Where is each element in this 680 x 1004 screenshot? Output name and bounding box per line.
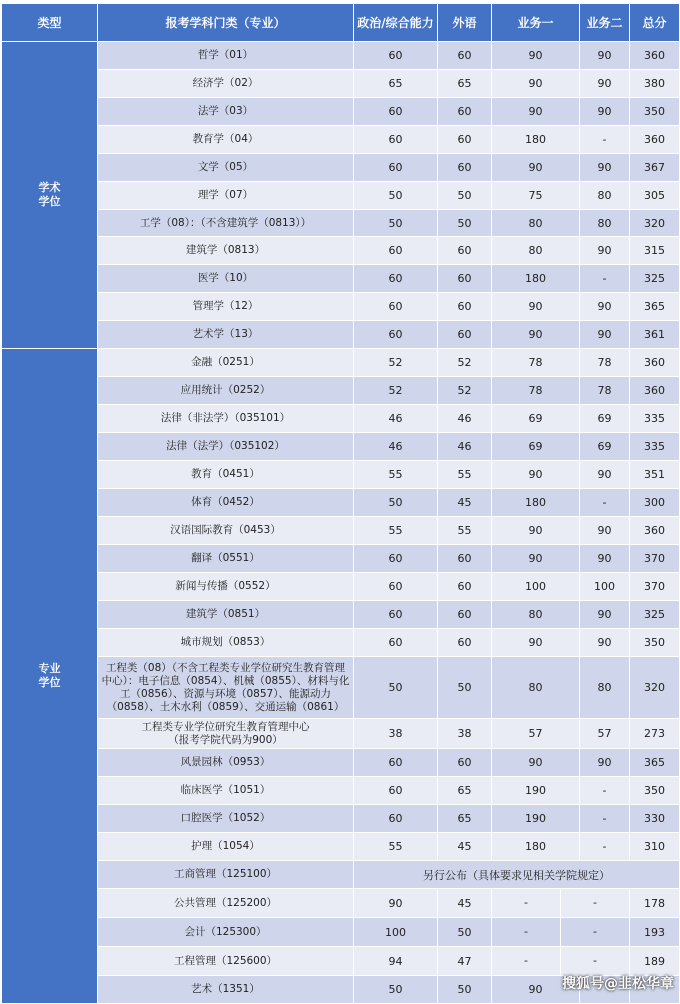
subject-cell: 教育（0451） bbox=[98, 461, 354, 489]
politics-score-cell: 50 bbox=[354, 657, 438, 719]
politics-score-cell: 50 bbox=[354, 210, 438, 237]
business-1-score-cell: 90 bbox=[492, 321, 580, 349]
header-business-2: 业务二 bbox=[580, 4, 630, 42]
foreign-score-cell: 45 bbox=[438, 889, 492, 918]
politics-score-cell: 50 bbox=[354, 182, 438, 210]
politics-score-cell: 100 bbox=[354, 918, 438, 947]
foreign-score-cell: 60 bbox=[438, 237, 492, 265]
table-row bbox=[2, 545, 680, 573]
politics-score-cell: 60 bbox=[354, 265, 438, 293]
table-row bbox=[2, 70, 680, 98]
category-professional: 专业 学位 bbox=[2, 349, 98, 1004]
foreign-score-cell: 50 bbox=[438, 182, 492, 210]
business-2-score-cell: - bbox=[580, 777, 630, 805]
total-score-cell: 360 bbox=[630, 126, 680, 154]
business-split-cell bbox=[492, 947, 630, 976]
total-score-cell: 193 bbox=[630, 918, 680, 947]
foreign-score-cell: 55 bbox=[438, 461, 492, 489]
business-2-score-cell: 90 bbox=[580, 42, 630, 70]
foreign-score-cell: 50 bbox=[438, 918, 492, 947]
foreign-score-cell: 46 bbox=[438, 405, 492, 433]
foreign-score-cell: 45 bbox=[438, 833, 492, 861]
header-business-1: 业务一 bbox=[492, 4, 580, 42]
business-split-wrap bbox=[492, 947, 629, 975]
politics-score-cell: 90 bbox=[354, 889, 438, 918]
subject-cell: 应用统计（0252） bbox=[98, 377, 354, 405]
politics-score-cell: 60 bbox=[354, 42, 438, 70]
business-2-score-cell: - bbox=[580, 489, 630, 517]
subject-cell: 法律（法学）（035102） bbox=[98, 433, 354, 461]
table-row bbox=[2, 601, 680, 629]
politics-score-cell: 60 bbox=[354, 805, 438, 833]
politics-score-cell: 60 bbox=[354, 154, 438, 182]
header-row bbox=[2, 4, 680, 42]
table-row bbox=[2, 349, 680, 377]
subject-cell: 法律（非法学）（035101） bbox=[98, 405, 354, 433]
politics-score-cell: 50 bbox=[354, 976, 438, 1004]
total-score-cell: 320 bbox=[630, 657, 680, 719]
business-1-score-cell: 90 bbox=[492, 461, 580, 489]
total-score-cell: 320 bbox=[630, 210, 680, 237]
subject-cell: 会计（125300） bbox=[98, 918, 354, 947]
foreign-score-cell: 60 bbox=[438, 126, 492, 154]
table-row bbox=[2, 629, 680, 657]
business-1-score-cell: 190 bbox=[492, 777, 580, 805]
politics-score-cell: 46 bbox=[354, 433, 438, 461]
total-score-cell: 310 bbox=[630, 833, 680, 861]
foreign-score-cell: 65 bbox=[438, 777, 492, 805]
table-row bbox=[2, 947, 680, 976]
subject-cell: 管理学（12） bbox=[98, 293, 354, 321]
header-subject: 报考学科门类（专业） bbox=[98, 4, 354, 42]
table-row bbox=[2, 777, 680, 805]
business-2-score-cell: 90 bbox=[580, 517, 630, 545]
business-split-wrap bbox=[492, 918, 629, 946]
business-2-score-cell: 69 bbox=[580, 405, 630, 433]
foreign-score-cell: 46 bbox=[438, 433, 492, 461]
business-1-score-cell: 180 bbox=[492, 489, 580, 517]
business-1-score-cell: 190 bbox=[492, 805, 580, 833]
politics-score-cell: 60 bbox=[354, 126, 438, 154]
foreign-score-cell: 50 bbox=[438, 976, 492, 1004]
business-split-left: - bbox=[492, 889, 561, 917]
business-1-score-cell: 80 bbox=[492, 210, 580, 237]
politics-score-cell: 55 bbox=[354, 833, 438, 861]
total-score-cell: 360 bbox=[630, 377, 680, 405]
table-row bbox=[2, 210, 680, 237]
subject-cell: 文学（05） bbox=[98, 154, 354, 182]
politics-score-cell: 50 bbox=[354, 489, 438, 517]
business-1-score-cell: 90 bbox=[492, 749, 580, 777]
business-2-score-cell: 80 bbox=[580, 210, 630, 237]
business-split-wrap bbox=[492, 889, 629, 917]
politics-score-cell: 38 bbox=[354, 719, 438, 749]
total-score-cell: 360 bbox=[630, 517, 680, 545]
business-1-score-cell: 57 bbox=[492, 719, 580, 749]
table-row bbox=[2, 237, 680, 265]
score-table bbox=[1, 3, 680, 1004]
total-score-cell: 365 bbox=[630, 293, 680, 321]
total-score-cell: 350 bbox=[630, 777, 680, 805]
category-academic: 学术 学位 bbox=[2, 42, 98, 349]
business-2-score-cell: 90 bbox=[580, 461, 630, 489]
business-2-score-cell: 90 bbox=[580, 98, 630, 126]
business-1-score-cell: 80 bbox=[492, 237, 580, 265]
business-1-score-cell: 180 bbox=[492, 126, 580, 154]
business-2-score-cell: 69 bbox=[580, 433, 630, 461]
total-score-cell: 325 bbox=[630, 601, 680, 629]
business-1-score-cell: 80 bbox=[492, 657, 580, 719]
subject-cell: 教育学（04） bbox=[98, 126, 354, 154]
subject-cell: 工程类（08）（不含工程类专业学位研究生教育管理中心）：电子信息（0854）、机械（0855）、材料与化工（0856）、资源与环境（0857）、能源动力（0858）、土木水利（0859）、交通运输（0861） bbox=[98, 657, 354, 719]
subject-cell: 经济学（02） bbox=[98, 70, 354, 98]
foreign-score-cell: 60 bbox=[438, 154, 492, 182]
business-split-cell bbox=[492, 918, 630, 947]
foreign-score-cell: 60 bbox=[438, 749, 492, 777]
total-score-cell: 360 bbox=[630, 349, 680, 377]
subject-cell: 临床医学（1051） bbox=[98, 777, 354, 805]
header-type: 类型 bbox=[2, 4, 98, 42]
subject-cell: 风景园林（0953） bbox=[98, 749, 354, 777]
table-row bbox=[2, 377, 680, 405]
politics-score-cell: 60 bbox=[354, 777, 438, 805]
total-score-cell: 370 bbox=[630, 573, 680, 601]
foreign-score-cell: 45 bbox=[438, 489, 492, 517]
note-cell: 另行公布（具体要求见相关学院规定） bbox=[354, 861, 680, 889]
subject-cell: 理学（07） bbox=[98, 182, 354, 210]
foreign-score-cell: 55 bbox=[438, 517, 492, 545]
business-2-score-cell: - bbox=[580, 805, 630, 833]
business-2-score-cell: 100 bbox=[580, 573, 630, 601]
foreign-score-cell: 50 bbox=[438, 657, 492, 719]
subject-cell: 汉语国际教育（0453） bbox=[98, 517, 354, 545]
foreign-score-cell: 65 bbox=[438, 805, 492, 833]
foreign-score-cell: 60 bbox=[438, 98, 492, 126]
table-row bbox=[2, 433, 680, 461]
business-split-left: - bbox=[492, 918, 561, 946]
total-score-cell: 300 bbox=[630, 489, 680, 517]
foreign-score-cell: 60 bbox=[438, 265, 492, 293]
subject-cell: 工程管理（125600） bbox=[98, 947, 354, 976]
business-2-score-cell: - bbox=[580, 833, 630, 861]
subject-cell: 艺术（1351） bbox=[98, 976, 354, 1004]
subject-cell: 金融（0251） bbox=[98, 349, 354, 377]
politics-score-cell: 52 bbox=[354, 377, 438, 405]
table-row bbox=[2, 861, 680, 889]
table-row bbox=[2, 749, 680, 777]
foreign-score-cell: 60 bbox=[438, 293, 492, 321]
business-split-right: - bbox=[593, 896, 597, 909]
foreign-score-cell: 60 bbox=[438, 321, 492, 349]
table-row bbox=[2, 405, 680, 433]
politics-score-cell: 60 bbox=[354, 601, 438, 629]
total-score-cell: 380 bbox=[630, 70, 680, 98]
foreign-score-cell: 60 bbox=[438, 573, 492, 601]
business-1-score-cell: 90 bbox=[492, 98, 580, 126]
business-2-score-cell: 90 bbox=[580, 293, 630, 321]
foreign-score-cell: 50 bbox=[438, 210, 492, 237]
business-1-score-cell: 90 bbox=[492, 154, 580, 182]
foreign-score-cell: 47 bbox=[438, 947, 492, 976]
table-row bbox=[2, 126, 680, 154]
foreign-score-cell: 38 bbox=[438, 719, 492, 749]
total-score-cell: 350 bbox=[630, 98, 680, 126]
business-2-score-cell: - bbox=[580, 126, 630, 154]
table-row bbox=[2, 293, 680, 321]
business-1-score-cell: 69 bbox=[492, 433, 580, 461]
subject-cell: 哲学（01） bbox=[98, 42, 354, 70]
politics-score-cell: 60 bbox=[354, 293, 438, 321]
subject-cell: 法学（03） bbox=[98, 98, 354, 126]
foreign-score-cell: 52 bbox=[438, 377, 492, 405]
table-row bbox=[2, 182, 680, 210]
politics-score-cell: 46 bbox=[354, 405, 438, 433]
table-row bbox=[2, 719, 680, 749]
politics-score-cell: 60 bbox=[354, 573, 438, 601]
business-1-score-cell: 80 bbox=[492, 601, 580, 629]
subject-cell: 护理（1054） bbox=[98, 833, 354, 861]
subject-cell: 新闻与传播（0552） bbox=[98, 573, 354, 601]
business-1-score-cell: 180 bbox=[492, 833, 580, 861]
header-total: 总分 bbox=[630, 4, 680, 42]
foreign-score-cell: 60 bbox=[438, 601, 492, 629]
business-1-score-cell: 90 bbox=[492, 70, 580, 98]
total-score-cell: 273 bbox=[630, 719, 680, 749]
table-row bbox=[2, 321, 680, 349]
business-split-right: - bbox=[593, 925, 597, 938]
table-row bbox=[2, 805, 680, 833]
business-2-score-cell: 90 bbox=[580, 601, 630, 629]
politics-score-cell: 60 bbox=[354, 237, 438, 265]
table-row bbox=[2, 265, 680, 293]
foreign-score-cell: 60 bbox=[438, 545, 492, 573]
business-2-score-cell: 90 bbox=[580, 749, 630, 777]
business-split-left: - bbox=[492, 947, 561, 975]
politics-score-cell: 65 bbox=[354, 70, 438, 98]
business-1-score-cell: 90 bbox=[492, 293, 580, 321]
total-score-cell: 360 bbox=[630, 42, 680, 70]
total-score-cell: 361 bbox=[630, 321, 680, 349]
business-1-score-cell: 78 bbox=[492, 349, 580, 377]
business-1-score-cell: 69 bbox=[492, 405, 580, 433]
business-2-score-cell: - bbox=[580, 265, 630, 293]
business-1-score-cell: 180 bbox=[492, 265, 580, 293]
business-1-score-cell: 100 bbox=[492, 573, 580, 601]
business-2-score-cell: 78 bbox=[580, 349, 630, 377]
foreign-score-cell: 65 bbox=[438, 70, 492, 98]
business-2-score-cell: 80 bbox=[580, 657, 630, 719]
total-score-cell: 325 bbox=[630, 265, 680, 293]
table-row bbox=[2, 461, 680, 489]
subject-cell: 城市规划（0853） bbox=[98, 629, 354, 657]
business-2-score-cell: 57 bbox=[580, 719, 630, 749]
total-score-cell: 189 bbox=[630, 947, 680, 976]
table-row bbox=[2, 489, 680, 517]
business-split-right: - bbox=[593, 954, 597, 967]
table-row bbox=[2, 573, 680, 601]
subject-cell: 建筑学（0813） bbox=[98, 237, 354, 265]
subject-cell: 建筑学（0851） bbox=[98, 601, 354, 629]
business-1-score-cell: 90 bbox=[492, 517, 580, 545]
subject-cell: 工商管理（125100） bbox=[98, 861, 354, 889]
total-score-cell: 305 bbox=[630, 182, 680, 210]
foreign-score-cell: 60 bbox=[438, 629, 492, 657]
business-1-score-cell: 75 bbox=[492, 182, 580, 210]
header-politics: 政治/综合能力 bbox=[354, 4, 438, 42]
business-2-score-cell: 78 bbox=[580, 377, 630, 405]
politics-score-cell: 55 bbox=[354, 461, 438, 489]
total-score-cell: 365 bbox=[630, 749, 680, 777]
total-score-cell: 335 bbox=[630, 405, 680, 433]
watermark: 搜狐号@韭松华章 bbox=[562, 976, 674, 992]
table-row bbox=[2, 98, 680, 126]
foreign-score-cell: 60 bbox=[438, 42, 492, 70]
politics-score-cell: 60 bbox=[354, 98, 438, 126]
total-score-cell: 351 bbox=[630, 461, 680, 489]
politics-score-cell: 52 bbox=[354, 349, 438, 377]
politics-score-cell: 94 bbox=[354, 947, 438, 976]
business-2-score-cell: 80 bbox=[580, 182, 630, 210]
table-row bbox=[2, 42, 680, 70]
subject-cell: 医学（10） bbox=[98, 265, 354, 293]
table-row bbox=[2, 889, 680, 918]
subject-cell: 翻译（0551） bbox=[98, 545, 354, 573]
foreign-score-cell: 52 bbox=[438, 349, 492, 377]
business-1-score-cell: 90 bbox=[492, 545, 580, 573]
table-row bbox=[2, 657, 680, 719]
total-score-cell: 370 bbox=[630, 545, 680, 573]
business-2-score-cell: 90 bbox=[580, 154, 630, 182]
business-2-score-cell: 90 bbox=[580, 321, 630, 349]
politics-score-cell: 60 bbox=[354, 749, 438, 777]
business-2-score-cell: 90 bbox=[580, 70, 630, 98]
politics-score-cell: 60 bbox=[354, 629, 438, 657]
business-1-score-cell: 90 bbox=[492, 42, 580, 70]
total-score-cell: 178 bbox=[630, 889, 680, 918]
table-row bbox=[2, 918, 680, 947]
total-score-cell: 315 bbox=[630, 237, 680, 265]
subject-cell: 工学（08）：（不含建筑学（0813）） bbox=[98, 210, 354, 237]
business-2-score-cell: 90 bbox=[580, 545, 630, 573]
table-row bbox=[2, 833, 680, 861]
subject-cell: 工程类专业学位研究生教育管理中心 （报考学院代码为900） bbox=[98, 719, 354, 749]
header-foreign: 外语 bbox=[438, 4, 492, 42]
subject-cell: 体育（0452） bbox=[98, 489, 354, 517]
business-2-score-cell: 90 bbox=[580, 237, 630, 265]
total-score-cell: 330 bbox=[630, 805, 680, 833]
total-score-cell: 367 bbox=[630, 154, 680, 182]
total-score-cell: 335 bbox=[630, 433, 680, 461]
subject-cell: 口腔医学（1052） bbox=[98, 805, 354, 833]
subject-cell: 艺术学（13） bbox=[98, 321, 354, 349]
politics-score-cell: 55 bbox=[354, 517, 438, 545]
business-split-cell bbox=[492, 889, 630, 918]
politics-score-cell: 60 bbox=[354, 321, 438, 349]
business-2-score-cell: 90 bbox=[580, 629, 630, 657]
business-1-score-cell: 78 bbox=[492, 377, 580, 405]
subject-cell: 公共管理（125200） bbox=[98, 889, 354, 918]
politics-score-cell: 60 bbox=[354, 545, 438, 573]
table-row bbox=[2, 154, 680, 182]
business-1-score-cell: 90 bbox=[492, 976, 580, 1004]
business-1-score-cell: 90 bbox=[492, 629, 580, 657]
table-row bbox=[2, 517, 680, 545]
total-score-cell: 350 bbox=[630, 629, 680, 657]
